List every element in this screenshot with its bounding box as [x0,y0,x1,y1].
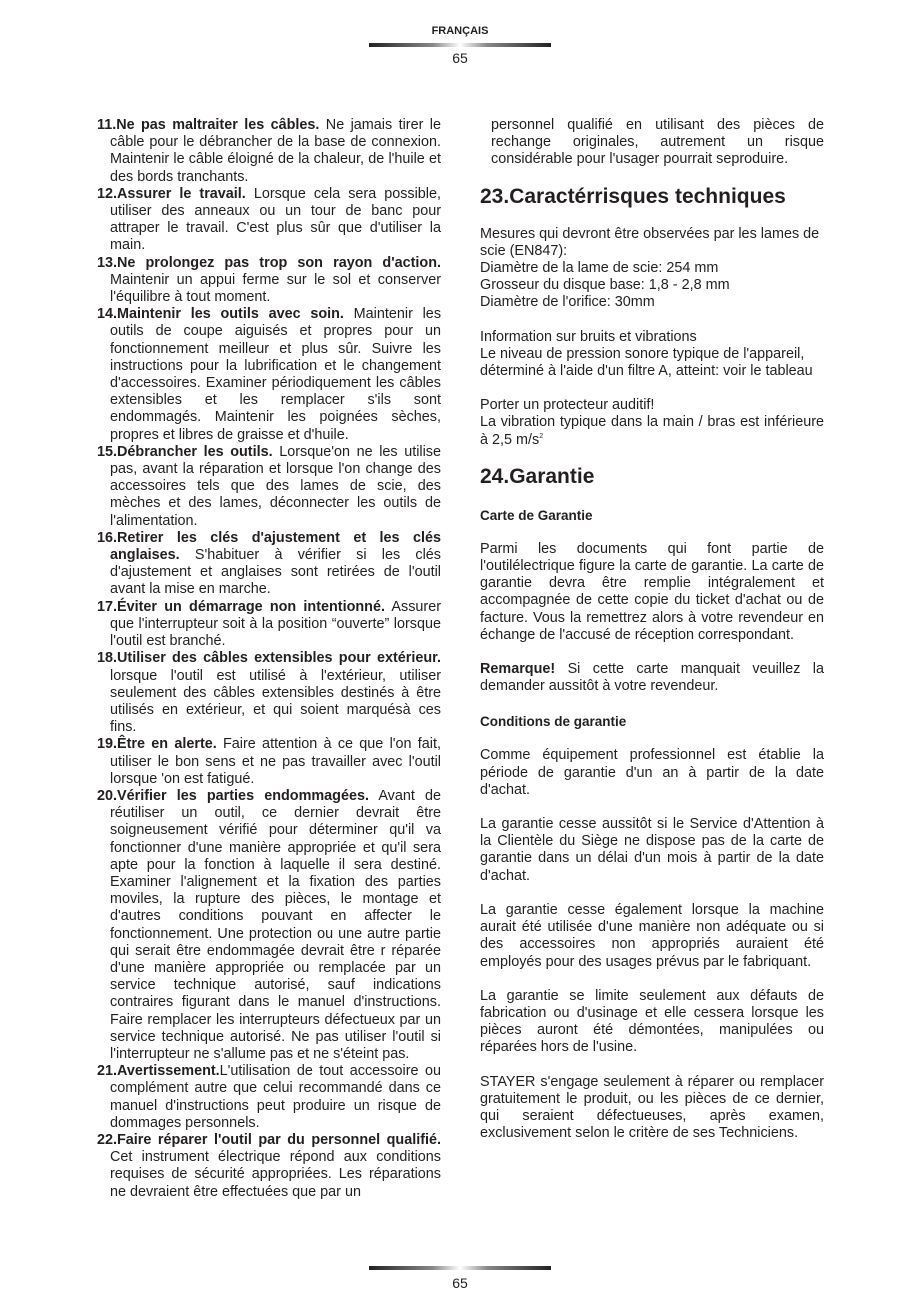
instruction-title: 21.Avertissement. [97,1063,220,1080]
instruction-item [97,255,441,307]
instruction-text: L'utilisation de tout accessoire ou complément autre que celui recommandé dans ce manuel d'instructions peut produire un risque de dommages personnels. [110,1063,441,1131]
continuation-paragraph: personnel qualifié en utilisant des pièces de rechange originales, autrement un risque considérable pour l'usager pourrait seproduire. [491,117,824,168]
vibration-text: La vibration typique dans la main / bras est inférieure à 2,5 $m/s^2$ [480,414,824,448]
instruction-title: 17.Éviter un démarrage non intentionné. [97,598,385,615]
card-title: Carte de Garantie [480,507,593,523]
instruction-item [97,444,441,530]
instruction-item [97,186,441,255]
instruction-text: Faire attention à ce que l'on fait, utiliser le bon sens et ne pas travailler avec l'outil lorsque 'on est fatigué. [110,736,441,787]
instruction-title: 12.Assurer le travail. [97,185,246,202]
instruction-text: S'habituer à vérifier si les clés d'ajustement et anglaises sont retirées de l'outil avant la mise en marche. [110,547,441,598]
instruction-title: 19.Être en alerte. [97,736,217,753]
condition-3: La garantie cesse également lorsque la machine aurait été utilisée d'une manière non adéquate ou si des accessoires non appropriés auraient été employés pour des usages prévus par le fabriquant. [480,901,824,970]
instruction-title: 11.Ne pas maltraiter les câbles. [97,117,320,133]
instruction-item [97,736,441,788]
instruction-title: 22.Faire réparer l'outil par du personnel qualifié. [97,1131,441,1148]
instruction-text: Lorsque cela sera possible, utiliser des anneaux ou un tour de banc pour attraper le travail. C'est plus sûr que d'utiliser la main. [110,185,442,254]
instruction-item [97,599,441,651]
instruction-title: 14.Maintenir les outils avec soin. [97,306,344,323]
noise-block [480,329,824,381]
instruction-text: Avant de réutiliser un outil, ce dernier devrait être soigneusement vérifié pour déterminer qu'il va fonctionner d'une manière appropriée et qu'il sera apte pour la fonction à laquelle il sera destiné. Examiner l'alignement et la fixation des parties moviles, la rupture des pièces, le montage et d'autres conditions pouvant en affecter le fonctionnement. Une protection ou une autre partie qui serait être endommagée devrait être r réparée d'une manière appropriée ou remplacée par un service technique autorisé, sauf indications contraires figurant dans le manuel d'instructions. Faire remplacer les interrupteurs défectueux par un service technique autorisé. Ne pas utiliser l'outil si l'interrupteur ne s'allume pas et ne s'éteint pas. [110,787,442,1062]
instruction-item [97,1063,441,1132]
spec-disc-thickness: Grosseur du disque base: 1,8 - 2,8 mm [480,277,730,294]
instruction-text: Lorsque'on ne les utilise pas, avant la réparation et lorsque l'on change des accessoires tels que des lames de scie, des mèches et des lames, déconnecter les outils de l'alimentation. [110,443,441,529]
remark-paragraph: Remarque! Si cette carte manquait veuillez la demander aussitôt à votre revendeur. [480,661,824,695]
instruction-item [97,306,441,444]
right-column [480,117,824,1142]
specifications-block [480,226,824,312]
footer-divider [369,1266,551,1270]
remark-label: Remarque! [480,661,556,678]
spec-blade-diameter: Diamètre de la lame de scie: 254 mm [480,260,719,277]
section-24-title: 24.Garantie [480,464,595,488]
section-23-title: 23.Caractérrisques techniques [480,184,786,208]
condition-2: La garantie cesse aussitôt si le Service d'Attention à la Clientèle du Siège ne dispose pas de la carte de garantie dans un délai d'un mois à partir de la date d'achat. [480,816,824,884]
instruction-text: Assurer que l'interrupteur soit à la position “ouverte” lorsque l'outil est branché. [110,598,441,650]
safety-instructions-column [97,117,441,1201]
header-divider [369,43,551,47]
instruction-text: Maintenir un appui ferme sur le sol et conserver l'équilibre à tout moment. [110,271,441,306]
instruction-item [97,788,441,1063]
instruction-title: 20.Vérifier les parties endommagées. [97,787,369,804]
page-number-bottom: 65 [452,1275,468,1291]
instruction-item [97,530,441,599]
instruction-title: 16.Retirer les clés d'ajustement et les clés anglaises. [97,529,441,564]
condition-4: La garantie se limite seulement aux défauts de fabrication ou d'usinage et elle cessera lorsque les pièces auront été démontées, manipulées ou réparées hors de l'usine. [480,987,824,1056]
instruction-title: 15.Débrancher les outils. [97,443,273,460]
card-paragraph: Parmi les documents qui font partie de l'outilélectrique figure la carte de garantie. La carte de garantie devra être remplie intégralement et accompagnée de cette copie du ticket d'achat ou de facture. Vous la remettrez alors à votre revendeur en échange de l'accusé de réception correspondant. [480,540,824,643]
exponent: 2 [539,432,544,440]
instruction-item [97,650,441,736]
vibration-block [480,397,824,449]
instruction-text: Maintenir les outils de coupe aiguisés et propres pour un fonctionnement meilleur et plus sûr. Suivre les instructions pour la lubrification et le changement d'accessoires. Examiner périodiquement les câbles extensibles et les remplacer s'ils sont endommagés. Maintenir les poignées sèches, propres et libres de graisse et d'huile. [110,306,442,443]
instruction-title: 13.Ne prolongez pas trop son rayon d'action. [97,254,441,271]
spec-bore-diameter: Diamètre de l'orifice: 30mm [480,294,655,311]
conditions-title: Conditions de garantie [480,714,627,730]
instruction-text: lorsque l'outil est utilisé à l'extérieur, utiliser seulement des câbles extensibles destinés à être utilisés en extérieur, et qui soient marquésà ces fins. [110,667,441,736]
condition-5: STAYER s'engage seulement à réparer ou remplacer gratuitement le produit, ou les pièces de ce dernier, qui seraient défectueuses, après examen, exclusivement selon le critère de ses Techniciens. [480,1073,824,1142]
instruction-text: Ne jamais tirer le câble pour le débrancher de la base de connexion. Maintenir le câble éloigné de la chaleur, de l'huile et des bords tranchants. [110,117,441,185]
page-number-top: 65 [452,50,468,66]
specs-intro: Mesures qui devront être observées par les lames de scie (EN847): [480,225,820,259]
noise-text: Le niveau de pression sonore typique de l'appareil, déterminé à l'aide d'un filtre A, atteint: voir le tableau [480,345,813,380]
language-header: FRANÇAIS [431,25,489,37]
instruction-item [97,1132,441,1201]
instruction-item [97,117,441,186]
instruction-text: Cet instrument électrique répond aux conditions requises de sécurité appropriées. Les réparations ne devraient être effectuées que par un [110,1149,441,1200]
condition-1: Comme équipement professionnel est établie la période de garantie d'un an à partir de la date d'achat. [480,747,824,798]
instruction-title: 18.Utiliser des câbles extensibles pour extérieur. [97,650,441,667]
ear-protection: Porter un protecteur auditif! [480,397,655,414]
noise-title: Information sur bruits et vibrations [480,328,697,345]
